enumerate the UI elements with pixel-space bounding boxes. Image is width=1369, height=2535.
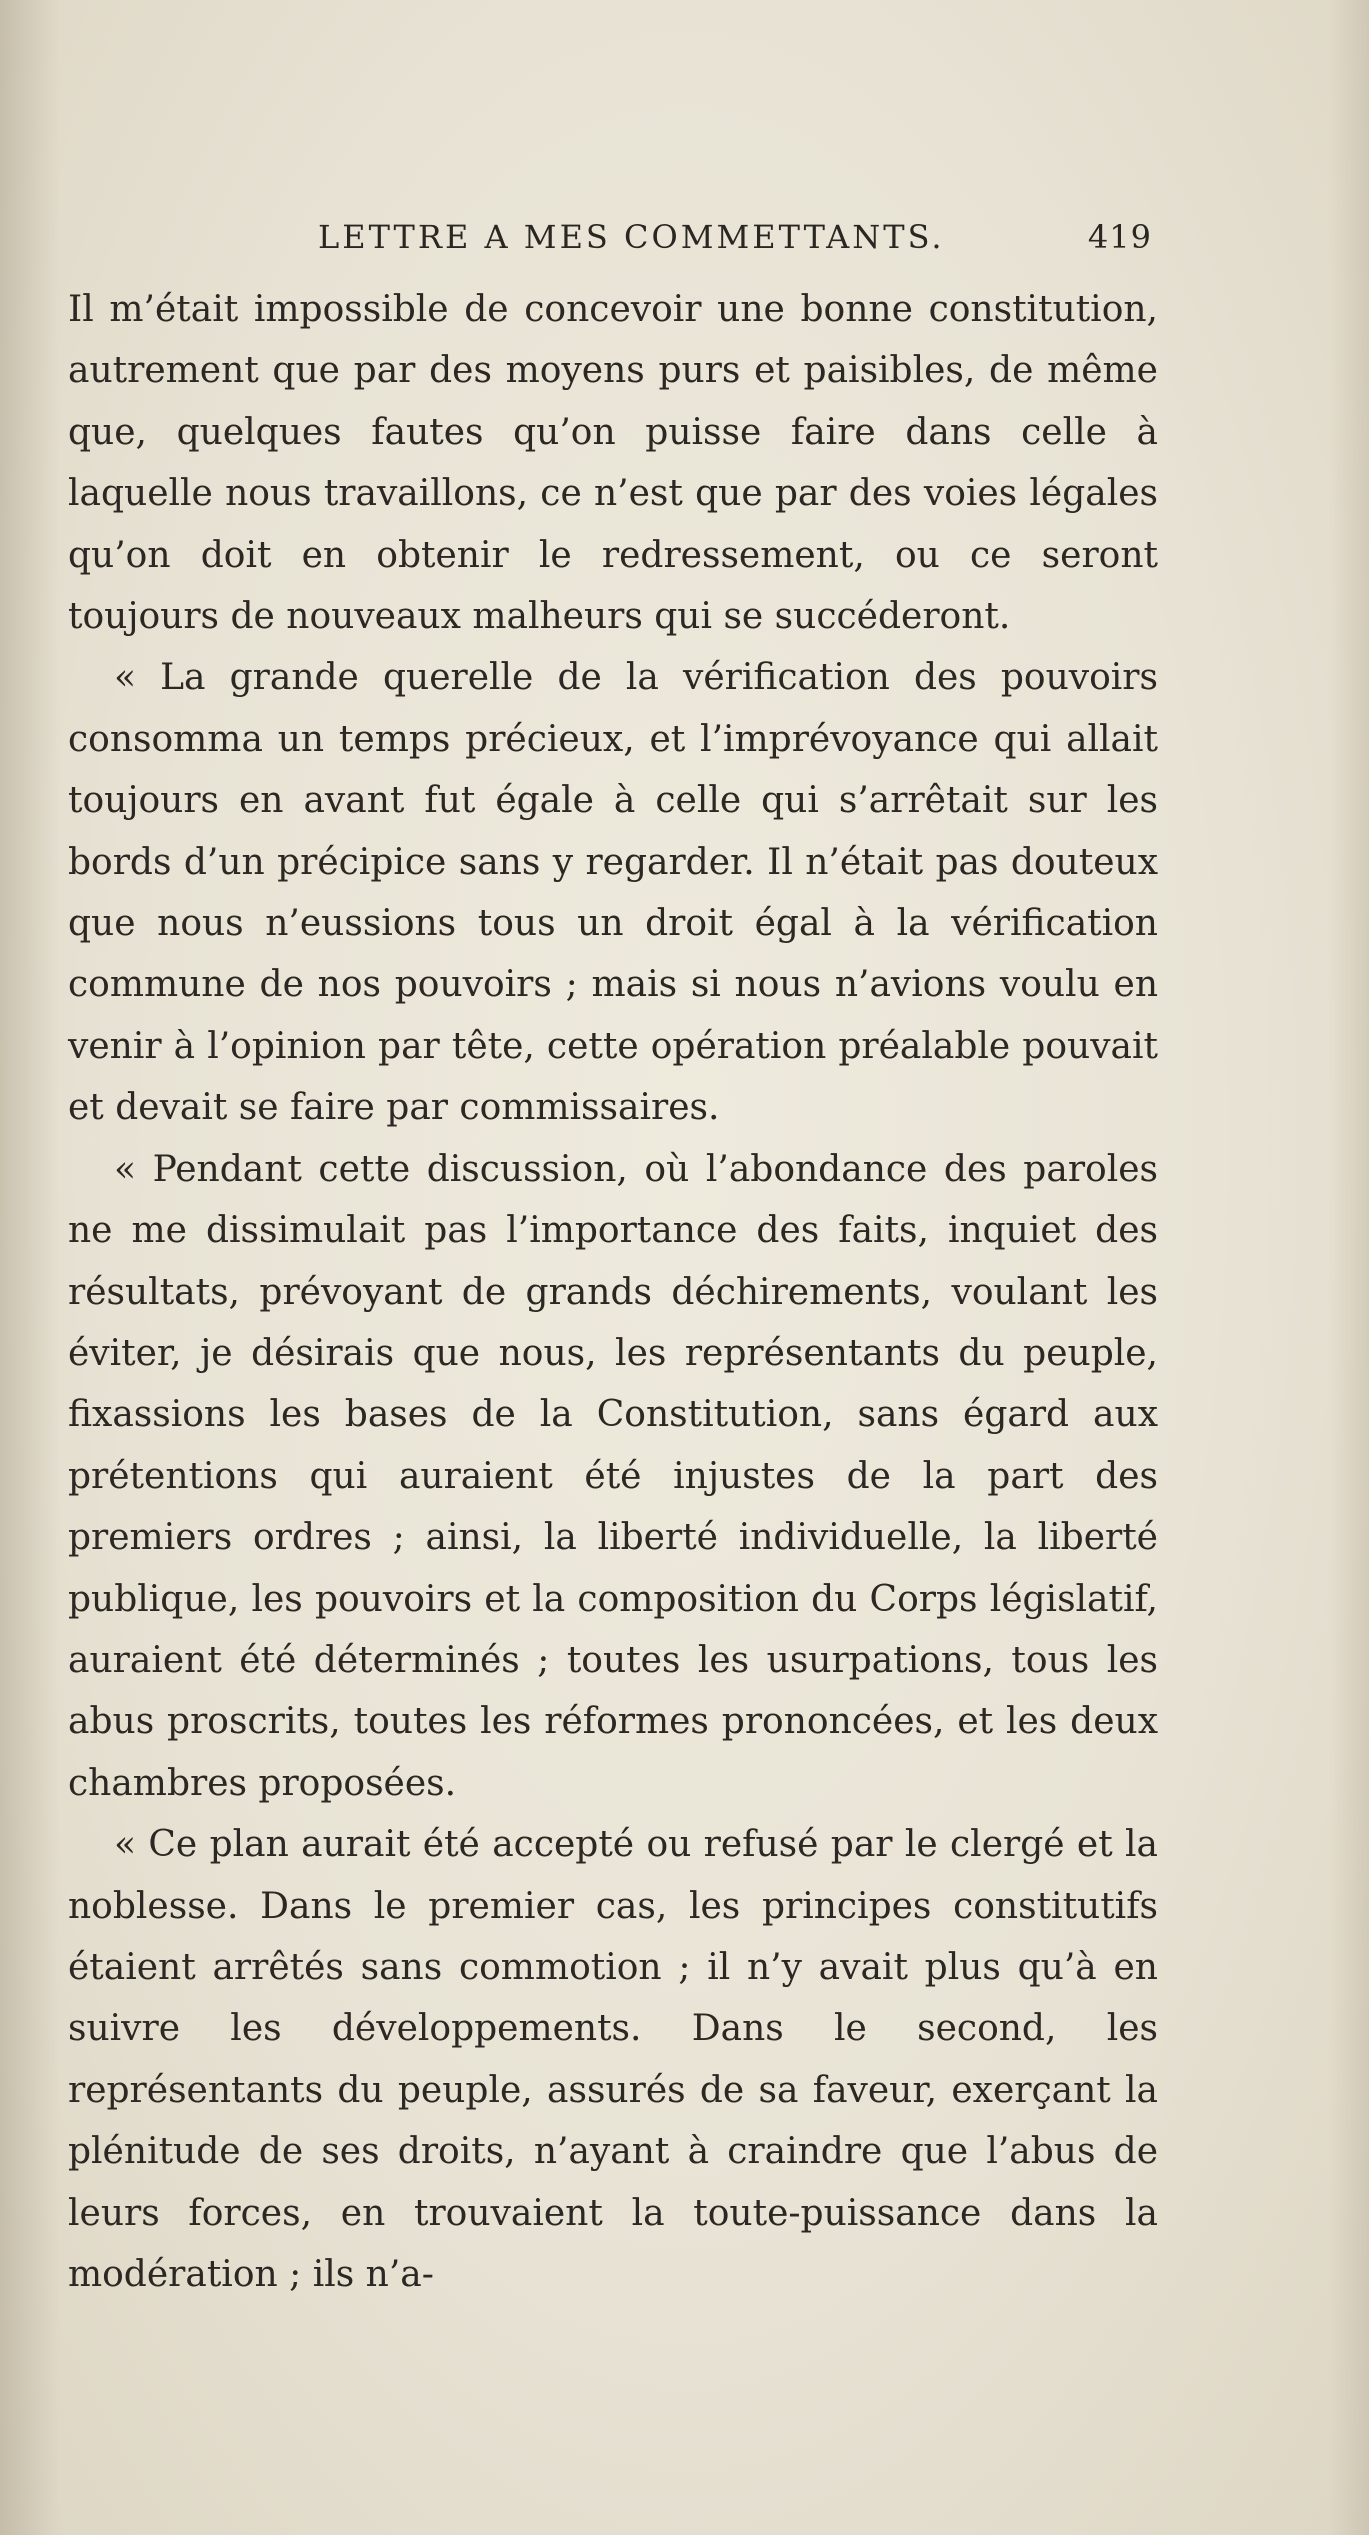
paragraph-2: « La grande querelle de la vérification des pouvoirs consomma un temps précieux, et l’imprévoyance qui allait toujours en avant fut égale à celle qui s’arrêtait sur les bords d’un précipice sans y regarder. Il n’était pas douteux que nous n’eussions tous un droit égal à la vérification commune de nos pouvoirs ; mais si nous n’avions voulu en venir à l’opinion par tête, cette opération préalable pouvait et devait se faire par commissaires. xyxy=(68,657,1158,1129)
page-edge-shadow xyxy=(1329,0,1369,2535)
paragraph-1: Il m’était impossible de concevoir une bonne constitution, autrement que par des moyens purs et paisibles, de même que, quelques fautes qu’on puisse faire dans celle à laquelle nous travaillons, ce n’est que par des voies légales qu’on doit en obtenir le redressement, ou ce seront toujours de nouveaux malheurs qui se succéderont. xyxy=(68,289,1158,638)
running-title: LETTRE A MES COMMETTANTS. xyxy=(318,218,945,256)
gutter-shadow xyxy=(0,0,60,2535)
page-number: 419 xyxy=(1087,218,1152,256)
running-head xyxy=(68,218,1158,270)
body-text xyxy=(68,279,1158,2305)
paragraph-4: « Ce plan aurait été accepté ou refusé par le clergé et la noblesse. Dans le premier cas, les principes constitutifs étaient arrêtés sans commotion ; il n’y avait plus qu’à en suivre les développements. Dans le second, les représentants du peuple, assurés de sa faveur, exerçant la plénitude de ses droits, n’ayant à craindre que l’abus de leurs forces, en trouvaient la toute-puissance dans la modération ; ils n’a- xyxy=(68,1824,1158,2295)
paragraph-3: « Pendant cette discussion, où l’abondance des paroles ne me dissimulait pas l’importance des faits, inquiet des résultats, prévoyant de grands déchirements, voulant les éviter, je désirais que nous, les représentants du peuple, fixassions les bases de la Constitution, sans égard aux prétentions qui auraient été injustes de la part des premiers ordres ; ainsi, la liberté individuelle, la liberté publique, les pouvoirs et la composition du Corps législatif, auraient été déterminés ; toutes les usurpations, tous les abus proscrits, toutes les réformes prononcées, et les deux chambres proposées. xyxy=(68,1148,1158,1804)
